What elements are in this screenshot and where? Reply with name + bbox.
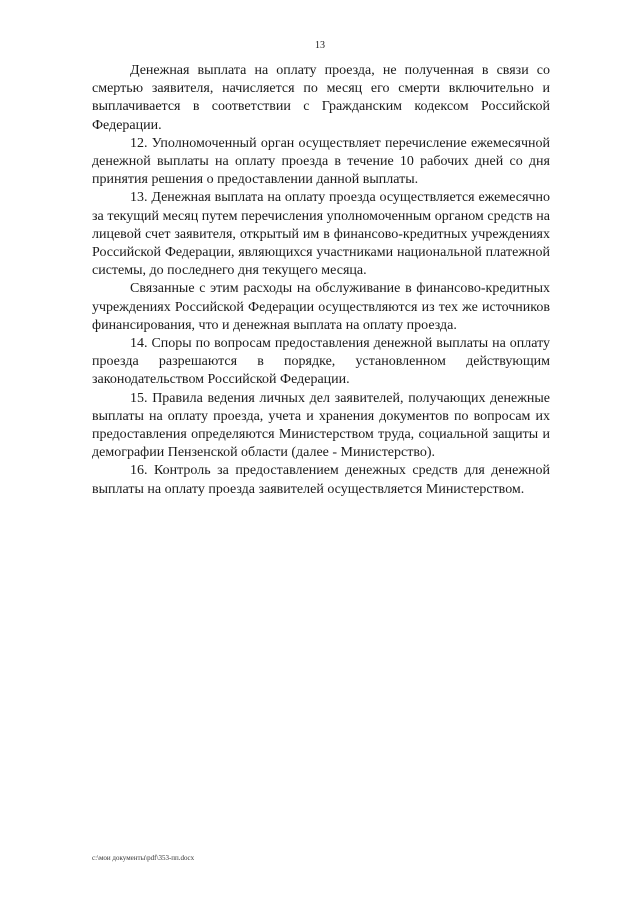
page-number: 13 [315, 40, 325, 51]
paragraph-15: 15. Правила ведения личных дел заявителей, получающих денежные выплаты на оплату проезда, учета и хранения документов по вопросам их предоставления определяются Министерством труда, социальной защиты и демографии Пензенской области (далее - Министерство). [92, 390, 550, 461]
footer-file-path: c:\мои документы\pdf\353-пп.docx [92, 854, 195, 862]
paragraph-13: 13. Денежная выплата на оплату проезда осуществляется ежемесячно за текущий месяц путем перечисления уполномоченным органом средств на лицевой счет заявителя, открытый им в финансово-кредитных учреждениях Российской Федерации, являющихся участниками национальной платежной системы, до последнего дня текущего месяца. [92, 190, 550, 279]
paragraph-12: 12. Уполномоченный орган осуществляет перечисление ежемесячной денежной выплаты на оплату проезда в течение 10 рабочих дней со дня принятия решения о предоставлении данной выплаты. [92, 135, 550, 188]
paragraph-death-payment: Денежная выплата на оплату проезда, не полученная в связи со смертью заявителя, начисляется по месяц его смерти включительно и выплачивается в соответствии с Гражданским кодексом Российской Федерации. [92, 63, 550, 133]
paragraph-16: 16. Контроль за предоставлением денежных средств для денежной выплаты на оплату проезда заявителей осуществляется Министерством. [92, 463, 550, 497]
paragraph-14: 14. Споры по вопросам предоставления денежной выплаты на оплату проезда разрешаются в порядке, установленном действующим законодательством Российской Федерации. [92, 336, 550, 388]
paragraph-related-expenses: Связанные с этим расходы на обслуживание в финансово-кредитных учреждениях Российской Федерации осуществляются из тех же источников финансирования, что и денежная выплата на оплату проезда. [92, 281, 550, 333]
document-body [92, 62, 550, 499]
